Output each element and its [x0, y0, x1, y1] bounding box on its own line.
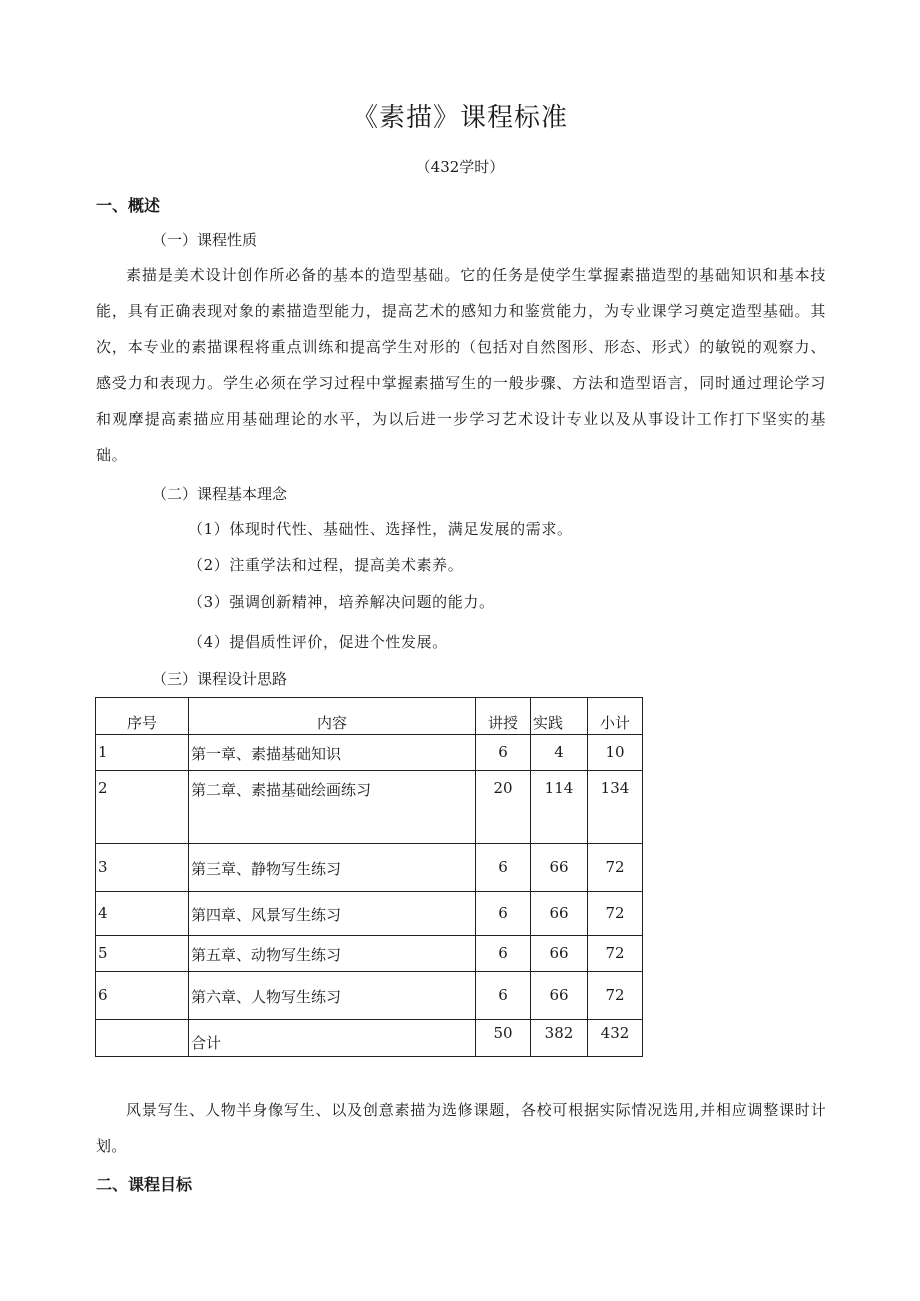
row-index: 2: [96, 771, 189, 844]
row-subtotal: 134: [588, 771, 643, 844]
course-nature-paragraph: 素描是美术设计创作所必备的基本的造型基础。它的任务是使学生掌握素描造型的基础知识和基本技能，具有正确表现对象的素描造型能力，提高艺术的感知力和鉴赏能力，为专业课学习奠定造型基础。其次，本专业的素描课程将重点训练和提高学生对形的（包括对自然图形、形态、形式）的敏锐的观察力、感受力和表现力。学生必须在学习过程中掌握素描写生的一般步骤、方法和造型语言，同时通过理论学习和观摩提高素描应用基础理论的水平，为以后进一步学习艺术设计专业以及从事设计工作打下坚实的基础。: [96, 266, 826, 464]
concept-item-4: （4）提倡质性评价，促进个性发展。: [188, 633, 448, 651]
row-content: 第二章、素描基础绘画练习: [189, 771, 476, 844]
table-row: [96, 936, 643, 972]
row-content: 合计: [189, 1020, 476, 1057]
row-lecture: 6: [476, 844, 531, 892]
elective-note: 风景写生、人物半身像写生、以及创意素描为选修课题，各校可根据实际情况选用,并相应调整课时计划。: [96, 1101, 826, 1155]
table-row: [96, 771, 643, 844]
row-content: 第六章、人物写生练习: [189, 972, 476, 1020]
table-total-row: [96, 1020, 643, 1057]
row-subtotal: 72: [588, 936, 643, 972]
course-design-heading: （三）课程设计思路: [152, 670, 288, 688]
row-subtotal: 72: [588, 972, 643, 1020]
row-index: 6: [96, 972, 189, 1020]
header-cell-lecture: 讲授: [476, 698, 531, 735]
row-index: [96, 1020, 189, 1057]
concept-item-1: （1）体现时代性、基础性、选择性，满足发展的需求。: [188, 520, 573, 538]
course-nature-heading: （一）课程性质: [152, 231, 258, 249]
row-practice: 4: [531, 735, 588, 771]
header-cell-subtotal: 小计: [588, 698, 643, 735]
row-practice: 66: [531, 892, 588, 936]
section-overview-heading: 一、概述: [96, 196, 161, 215]
row-lecture: 20: [476, 771, 531, 844]
row-subtotal: 72: [588, 892, 643, 936]
header-cell-practice: 实践: [531, 698, 588, 735]
row-content: 第五章、动物写生练习: [189, 936, 476, 972]
table-header-row: [96, 698, 643, 735]
table-row: [96, 892, 643, 936]
row-index: 5: [96, 936, 189, 972]
row-practice: 114: [531, 771, 588, 844]
row-lecture: 6: [476, 735, 531, 771]
row-practice: 66: [531, 936, 588, 972]
row-index: 1: [96, 735, 189, 771]
concept-item-3: （3）强调创新精神，培养解决问题的能力。: [188, 593, 495, 611]
concept-item-2: （2）注重学法和过程，提高美术素养。: [188, 556, 464, 574]
row-content: 第四章、风景写生练习: [189, 892, 476, 936]
row-lecture: 50: [476, 1020, 531, 1057]
row-index: 4: [96, 892, 189, 936]
row-index: 3: [96, 844, 189, 892]
header-cell-index: 序号: [96, 698, 189, 735]
row-content: 第一章、素描基础知识: [189, 735, 476, 771]
row-subtotal: 432: [588, 1020, 643, 1057]
row-lecture: 6: [476, 936, 531, 972]
row-content: 第三章、静物写生练习: [189, 844, 476, 892]
page-title: 《素描》课程标准: [351, 103, 568, 133]
row-practice: 382: [531, 1020, 588, 1057]
row-practice: 66: [531, 844, 588, 892]
header-cell-content: 内容: [189, 698, 476, 735]
row-lecture: 6: [476, 892, 531, 936]
table-row: [96, 735, 643, 771]
row-practice: 66: [531, 972, 588, 1020]
section-goals-heading: 二、课程目标: [96, 1175, 193, 1194]
course-concept-heading: （二）课程基本理念: [152, 485, 288, 503]
row-subtotal: 10: [588, 735, 643, 771]
course-hours: （432学时）: [415, 158, 505, 176]
table-row: [96, 844, 643, 892]
course-hours-table: [95, 697, 643, 1057]
table-row: [96, 972, 643, 1020]
row-subtotal: 72: [588, 844, 643, 892]
row-lecture: 6: [476, 972, 531, 1020]
